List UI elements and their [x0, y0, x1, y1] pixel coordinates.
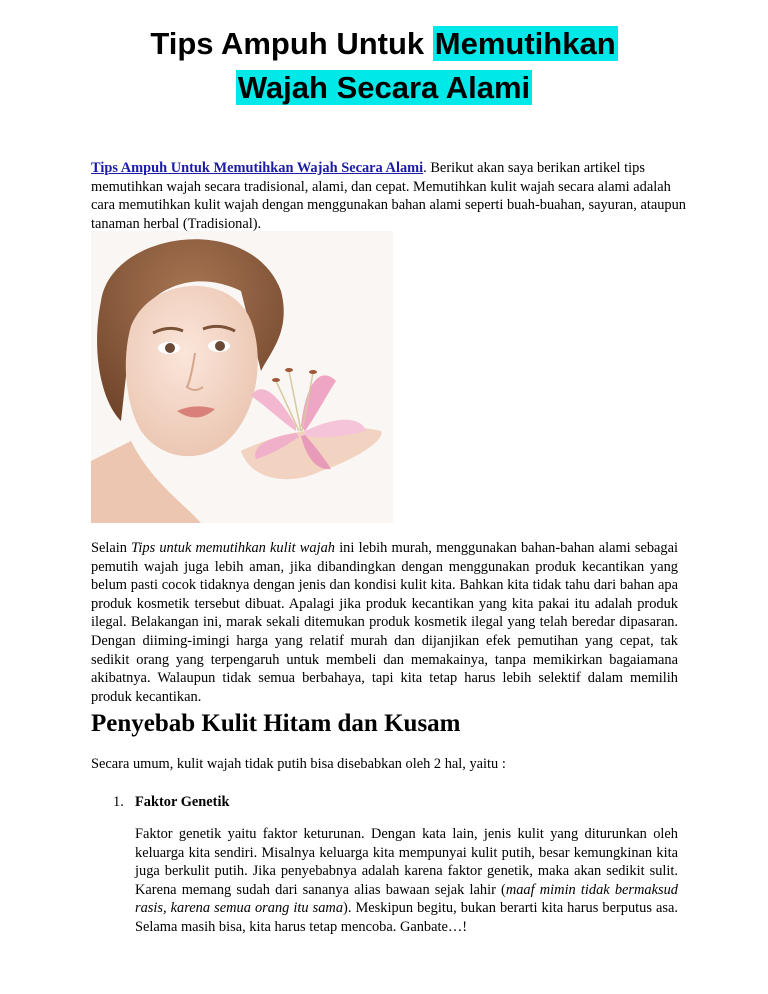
- item-body-start: Faktor genetik yaitu faktor keturunan. Dengan kata lain, jenis kulit yang diturunkan oleh keluarga kita sendiri. Misalnya keluarga kita mempunyai kulit putih, besar kemungkinan kita juga berkulit putih. Jika penyebabnya adalah karena faktor genetik, maka akan sedikit sulit. Karena memang sudah dari sananya alias bawaan sejak lahir (: [135, 826, 678, 898]
- item-body-italic: maaf mimin tidak bermaksud rasis, karena semua orang itu sama: [135, 881, 678, 917]
- body-paragraph: [91, 539, 678, 706]
- section-intro: Secara umum, kulit wajah tidak putih bisa disebabkan oleh 2 hal, yaitu :: [91, 756, 506, 772]
- title-highlight-2: Wajah Secara Alami: [237, 70, 531, 105]
- document-title: [0, 22, 768, 110]
- item-body-end: ). Meskipun begitu, bukan berarti kita harus berputus asa. Selama masih bisa, kita harus tetap mencoba. Ganbate…!: [135, 900, 678, 935]
- para-rest: ini lebih murah, menggunakan bahan-bahan alami sebagai pemutih wajah juga lebih aman, jika dibandingkan dengan menggunakan produk kecantikan yang belum pasti cocok tidaknya dengan jenis dan kondisi kulit kita. Bahkan kita tidak tahu dari bahan apa produk kosmetik tersebut dibuat. Apalagi jika produk kecantikan yang kita pakai itu adalah produk ilegal. Belakangan ini, marak sekali ditemukan produk kosmetik ilegal yang telah beredar dipasaran. Dengan diiming-imingi harga yang relatif murah dan dijanjikan efek pemutihan yang cepat, tak sedikit orang yang terpengaruh untuk membeli dan memakainya, tanpa memikirkan bagaiamana akibatnya. Walaupun tidak semua berbahaya, tapi kita tetap harus lebih selektif dalam memilih produk kecantikan.: [91, 540, 678, 705]
- title-line-2: [0, 66, 768, 110]
- intro-text: . Berikut akan saya berikan artikel tips memutihkan wajah secara tradisional, alami, dan cepat. Memutihkan kulit wajah secara alami adalah cara memutihkan kulit wajah dengan menggunakan bahan alami seperti buah-buahan, sayuran, ataupun tanaman herbal (Tradisional).: [91, 160, 686, 232]
- title-highlight-1: Memutihkan: [434, 26, 616, 61]
- section-heading: Penyebab Kulit Hitam dan Kusam: [91, 710, 461, 737]
- woman-with-lily-illustration: [91, 231, 393, 523]
- intro-title-link[interactable]: Tips Ampuh Untuk Memutihkan Wajah Secara Alami: [91, 160, 424, 176]
- title-plain-text: Tips Ampuh Untuk: [150, 26, 433, 61]
- woman-with-lily-photo: [91, 231, 393, 523]
- list-item-body: [135, 825, 678, 937]
- para-italic: Tips untuk memutihkan kulit wajah: [131, 540, 335, 556]
- list-item-number: 1.: [113, 794, 124, 810]
- list-item-title: Faktor Genetik: [135, 794, 230, 810]
- title-line-1: [0, 22, 768, 66]
- intro-paragraph: [91, 159, 691, 233]
- para-start: Selain: [91, 540, 132, 556]
